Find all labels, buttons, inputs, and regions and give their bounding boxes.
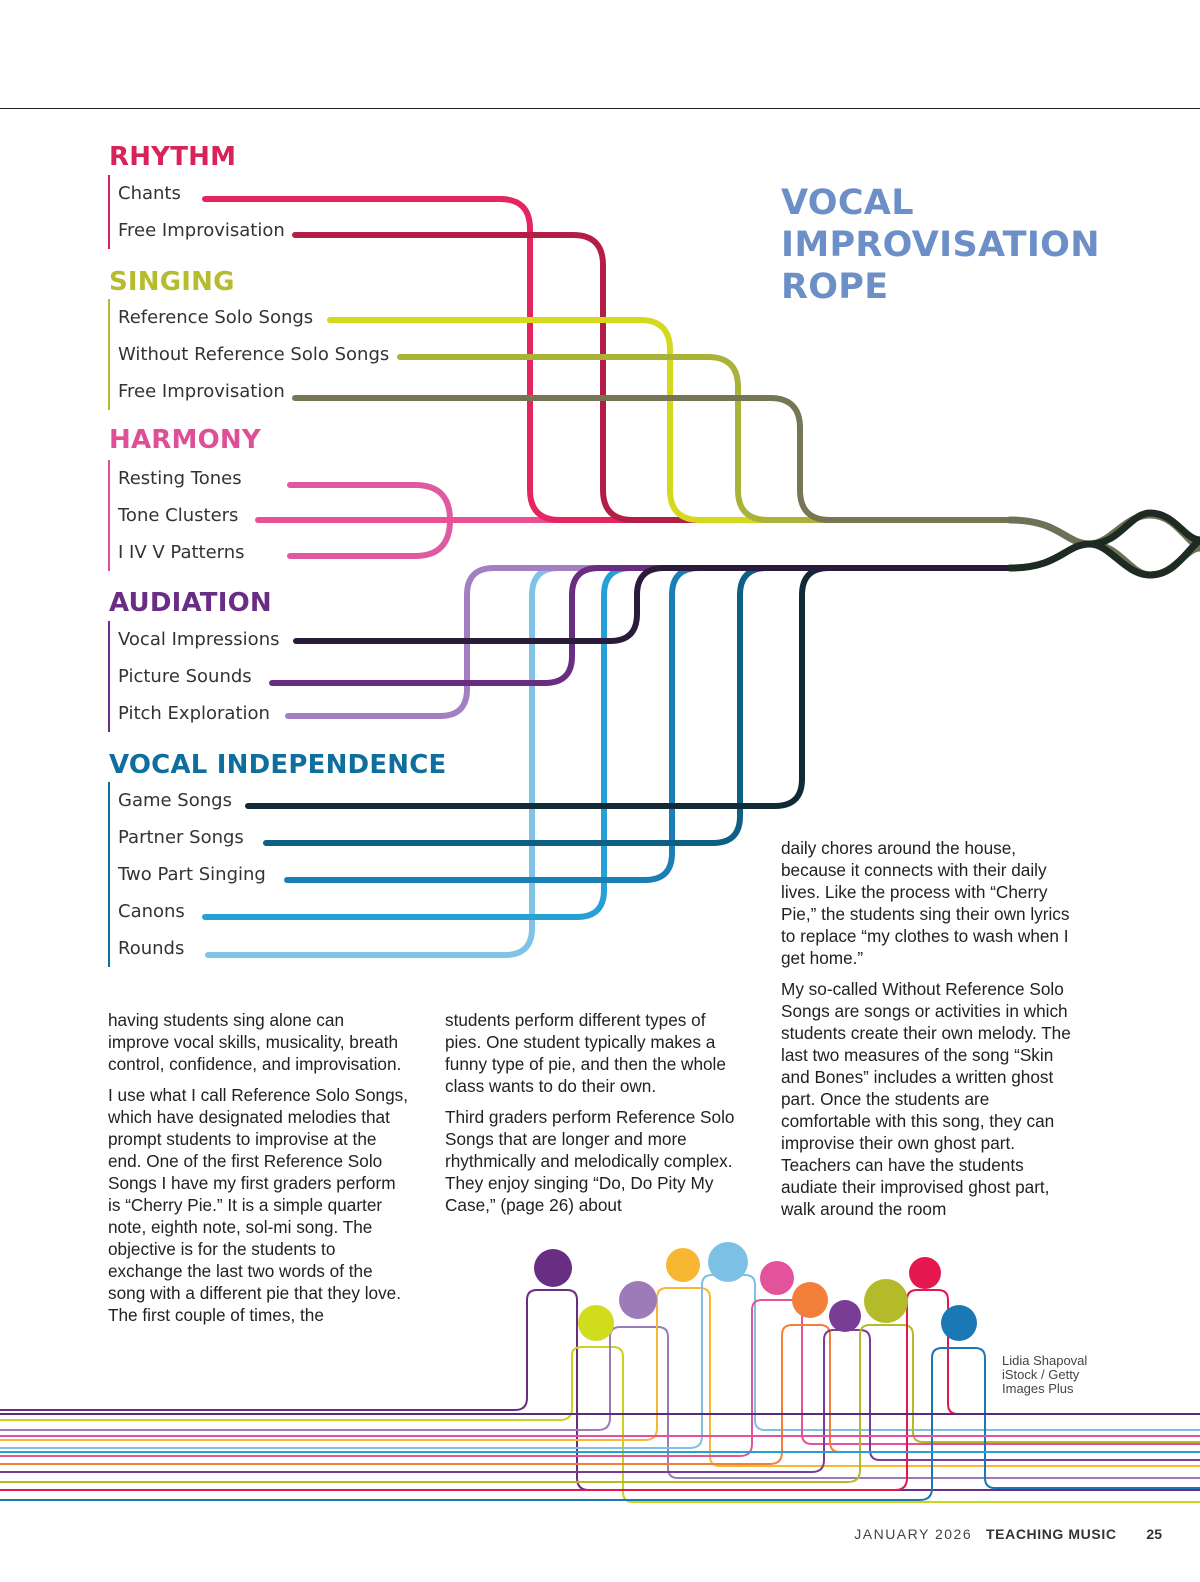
person-head	[619, 1281, 657, 1319]
audiation-heading: AUDIATION	[109, 588, 272, 618]
title-line: IMPROVISATION	[781, 225, 1100, 265]
list-item: Game Songs	[118, 790, 232, 811]
credit-line: Images Plus	[1002, 1381, 1074, 1396]
list-item: Two Part Singing	[118, 864, 266, 885]
list-item: Chants	[118, 183, 181, 204]
list-item: Rounds	[118, 938, 185, 959]
list-item: Without Reference Solo Songs	[118, 344, 390, 365]
list-item: Partner Songs	[118, 827, 244, 848]
paragraph: daily chores around the house, because it connects with their daily lives. Like the process with “Cherry Pie,” the students sing their own lyrics to replace “my clothes to wash when I get home.”	[781, 838, 1070, 968]
page-number: 25	[1146, 1526, 1162, 1542]
person-head	[708, 1242, 748, 1282]
rhythm-heading: RHYTHM	[109, 142, 237, 172]
vocal-independence-heading: VOCAL INDEPENDENCE	[109, 750, 447, 780]
list-item: Pitch Exploration	[118, 703, 270, 724]
person-head	[829, 1300, 861, 1332]
issue-date: JANUARY 2026	[854, 1526, 973, 1542]
person-head	[760, 1261, 794, 1295]
page-footer	[854, 1526, 1162, 1542]
list-item: Canons	[118, 901, 185, 922]
person-head	[792, 1282, 828, 1318]
paragraph: Third graders perform Reference Solo Songs that are longer and more rhythmically and melodically complex. They enjoy singing “Do, Do Pity My Case,” (page 26) about	[445, 1107, 735, 1215]
credit-line: iStock / Getty	[1002, 1367, 1080, 1382]
list-item: Tone Clusters	[118, 505, 239, 526]
magazine-name: TEACHING MUSIC	[986, 1526, 1117, 1542]
list-item: Reference Solo Songs	[118, 307, 314, 328]
harmony-heading: HARMONY	[109, 425, 261, 455]
title-line: VOCAL	[781, 183, 914, 223]
person-head	[578, 1305, 614, 1341]
list-item: Free Improvisation	[118, 220, 285, 241]
person-head	[941, 1305, 977, 1341]
credit-line: Lidia Shapoval	[1002, 1353, 1088, 1368]
list-item: Vocal Impressions	[118, 629, 280, 650]
person-head	[534, 1249, 572, 1287]
list-item: Picture Sounds	[118, 666, 252, 687]
person-head	[666, 1248, 700, 1282]
person-head	[909, 1257, 941, 1289]
list-item: I IV V Patterns	[118, 542, 245, 563]
list-item: Resting Tones	[118, 468, 242, 489]
list-item: Free Improvisation	[118, 381, 285, 402]
paragraph: having students sing alone can improve vocal skills, musicality, breath control, confidence, and improvisation.	[108, 1010, 402, 1074]
person-head	[864, 1279, 908, 1323]
title-line: ROPE	[781, 267, 889, 307]
paragraph: I use what I call Reference Solo Songs, which have designated melodies that prompt students to improvise at the end. One of the first Reference Solo Songs I have my first graders perform is “Cherry Pie.” It is a simple quarter note, eighth note, sol-mi song. The objective is for the students to exchange the last two words of the song with a different pie that they love. The first couple of times, the	[108, 1085, 408, 1325]
singing-heading: SINGING	[109, 267, 235, 297]
paragraph: students perform different types of pies. One student typically makes a funny type of pie, and then the whole class wants to do their own.	[445, 1010, 726, 1096]
paragraph: My so-called Without Reference Solo Songs are songs or activities in which students create their own melody. The last two measures of the song “Skin and Bones” includes a written ghost part. Once the students are comfortable with this song, they can improvise their own ghost part. Teachers can have the students audiate their improvised ghost part, walk around the room	[781, 979, 1071, 1219]
photo-credit	[1002, 1354, 1087, 1396]
